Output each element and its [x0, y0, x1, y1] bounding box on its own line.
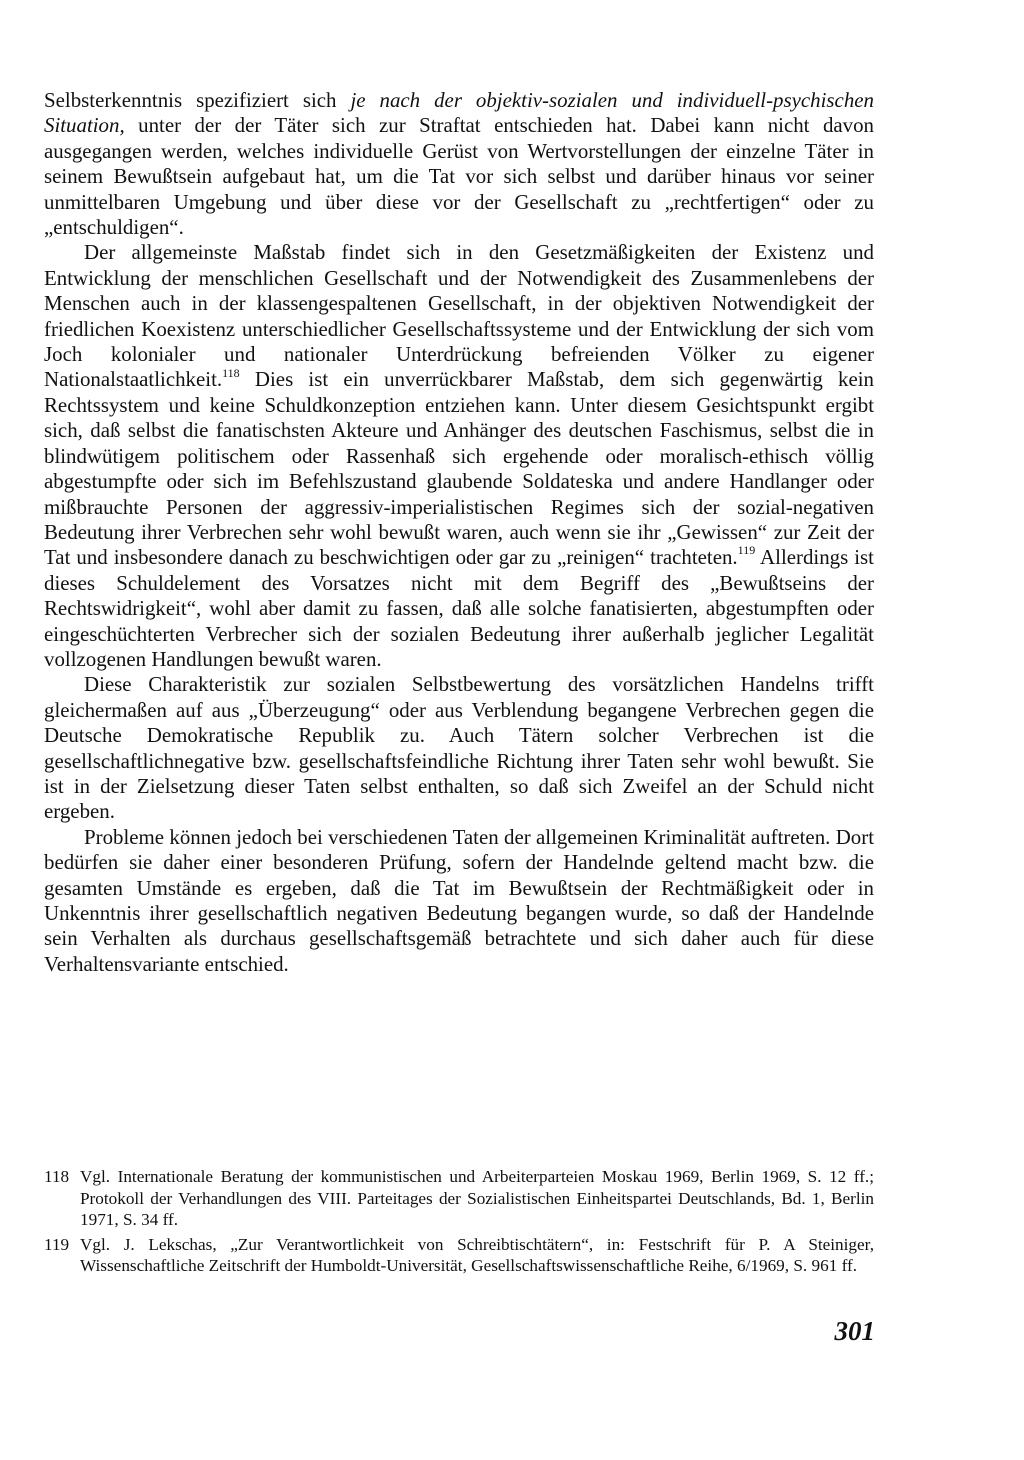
paragraph-1: [44, 88, 874, 240]
footnotes: [44, 1166, 874, 1280]
paragraph-2-text-part1: Der allgemeinste Maßstab findet sich in den Gesetzmäßigkeiten der Existenz und Entwicklung der menschlichen Gesellschaft und der Notwendigkeit des Zusammenlebens der Menschen auch in der klassengespaltenen Gesellschaft, in der objektiven Notwendigkeit der friedlichen Koexistenz unterschiedlicher Gesellschaftssysteme und der Entwicklung der sich vom Joch kolonialer und nationaler Unterdrückung befreienden Völker zu eigener Nationalstaatlichkeit.: [44, 240, 874, 392]
paragraph-4-text: Probleme können jedoch bei verschiedenen Taten der allgemeinen Kriminalität auftreten. Dort bedürfen sie daher einer besonderen Prüfung, sofern der Handelnde geltend macht bzw. die gesamten Umstände es ergeben, daß die Tat im Bewußtsein der Rechtmäßigkeit oder in Unkenntnis ihrer gesellschaftlich negativen Bedeutung begangen wurde, so daß der Handelnde sein Verhalten als durchaus gesellschaftsgemäß betrachtete und sich daher auch für diese Verhaltensvariante entschied.: [44, 824, 874, 976]
footnote-number: 118: [44, 1167, 70, 1186]
footnote-ref-119[interactable]: 119: [737, 543, 756, 558]
footnote-118: [44, 1166, 874, 1231]
paragraph-2-text-part2: Dies ist ein unverrückbarer Maßstab, dem sich gegenwärtig kein Rechtssystem und keine Schuldkonzeption entziehen kann. Unter diesem Gesichtspunkt ergibt sich, daß selbst die fanatischsten Akteure und Anhänger des deutschen Faschismus, selbst die in blindwütigem politischem oder Rassenhaß sich ergehende oder moralisch-ethisch völlig abgestumpfte oder sich im Befehlszustand glaubende Soldateska und andere Handlanger oder mißbrauchte Personen der aggressiv-imperialistischen Regimes sich der sozial-negativen Bedeutung ihrer Verbrechen sehr wohl bewußt waren, auch wenn sie ihr „Gewissen“ zur Zeit der Tat und insbesondere danach zu beschwichtigen oder gar zu „reinigen“ trachteten.: [44, 367, 874, 570]
paragraph-2-text-part3: Allerdings ist dieses Schuldelement des Vorsatzes nicht mit dem Begriff des „Bewußtseins der Rechtswidrigkeit“, wohl aber damit zu fassen, daß alle solche fanatisierten, abgestumpften oder eingeschüchterten Verbrecher sich der sozialen Bedeutung ihrer außerhalb jeglicher Legalität vollzogenen Handlungen bewußt waren.: [44, 545, 874, 671]
body-text: [44, 88, 874, 977]
paragraph-4: [44, 825, 874, 977]
paragraph-2: [44, 240, 874, 672]
footnote-text: Vgl. Internationale Beratung der kommunistischen und Arbeiterparteien Moskau 1969, Berlin 1969, S. 12 ff.; Protokoll der Verhandlungen des VIII. Parteitages der Sozialistischen Einheitspartei Deutschlands, Bd. 1, Berlin 1971, S. 34 ff.: [80, 1167, 874, 1229]
paragraph-1-text-end: unter der der Täter sich zur Straftat entschieden hat. Dabei kann nicht davon ausgegangen werden, welches individuelle Gerüst von Wertvorstellungen der einzelne Täter in seinem Bewußtsein aufgebaut hat, um die Tat vor sich selbst und darüber hinaus vor seiner unmittelbaren Umgebung und über diese vor der Gesellschaft zu „rechtfertigen“ oder zu „entschuldigen“.: [44, 113, 874, 240]
page-number: 301: [834, 1316, 875, 1346]
paragraph-1-text-start: Selbsterkenntnis spezifiziert sich: [44, 88, 351, 112]
paragraph-1-emphasis: je nach der objektiv-sozialen und individuell-psychischen Situation,: [44, 88, 874, 138]
footnote-119: [44, 1234, 874, 1277]
paragraph-3-text: Diese Charakteristik zur sozialen Selbstbewertung des vorsätzlichen Handelns trifft gleichermaßen auf aus „Überzeugung“ oder aus Verblendung begangene Verbrechen gegen die Deutsche Demokratische Republik zu. Auch Tätern solcher Verbrechen ist die gesellschaftlichnegative bzw. gesellschaftsfeindliche Richtung ihrer Taten sehr wohl bewußt. Sie ist in der Zielsetzung dieser Taten selbst enthalten, so daß sich Zweifel an der Schuld nicht ergeben.: [44, 672, 874, 824]
footnote-ref-118[interactable]: 118: [222, 365, 240, 380]
footnote-number: 119: [44, 1234, 70, 1254]
paragraph-3: [44, 672, 874, 824]
footnote-text: Vgl. J. Lekschas, „Zur Verantwortlichkeit von Schreibtischtätern“, in: Festschrift für P. A Steiniger, Wissenschaftliche Zeitschrift der Humboldt-Universität, Gesellschaftswissenschaftliche Reihe, 6/1969, S. 961 ff.: [80, 1234, 874, 1275]
